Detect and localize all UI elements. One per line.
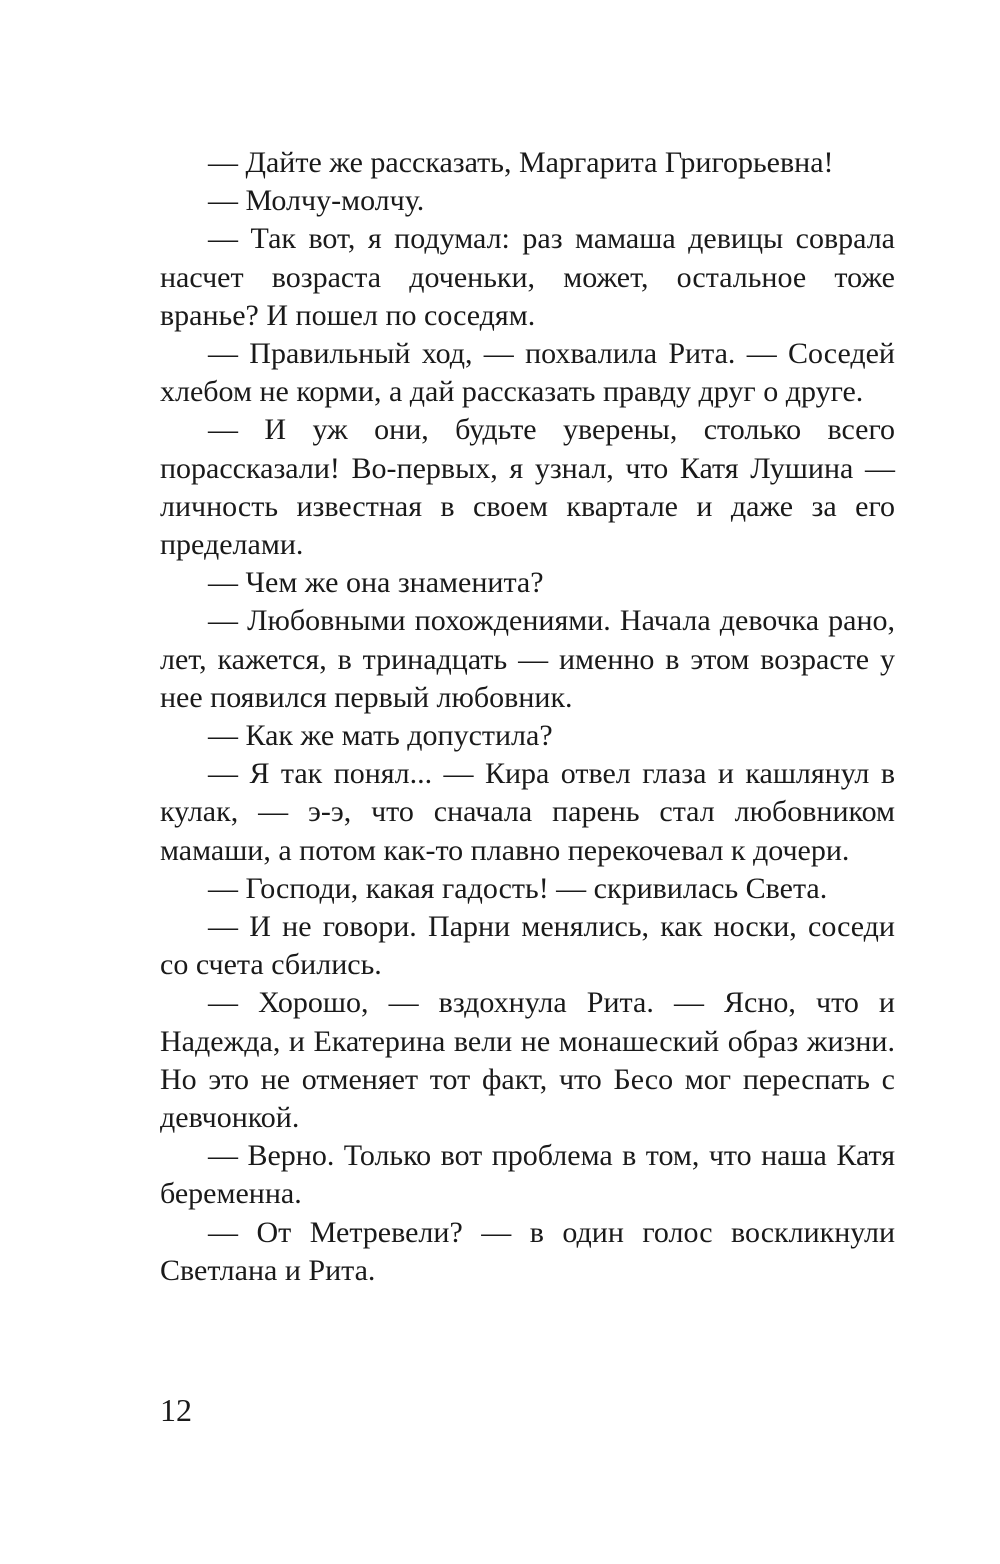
paragraph: — От Метревели? — в один голос воскликнули Светлана и Рита. bbox=[160, 1215, 895, 1287]
paragraph: — Хорошо, — вздохнула Рита. — Ясно, что и Надежда, и Екатерина вели не монашеский образ жизни. Но это не отменяет тот факт, что Бесо мог переспать с девчонкой. bbox=[160, 986, 895, 1135]
paragraph: — Правильный ход, — похвалила Рита. — Соседей хлебом не корми, а дай рассказать правду друг о друге. bbox=[160, 337, 895, 409]
paragraph: — Верно. Только вот проблема в том, что наша Катя беременна. bbox=[160, 1139, 895, 1211]
paragraph: — Дайте же рассказать, Маргарита Григорьевна! bbox=[208, 146, 834, 179]
paragraph: — И не говори. Парни менялись, как носки, соседи со счета сбились. bbox=[160, 910, 895, 982]
body-text bbox=[160, 144, 895, 1290]
paragraph: — Так вот, я подумал: раз мамаша девицы соврала насчет возраста доченьки, может, остальное тоже вранье? И пошел по соседям. bbox=[160, 222, 895, 332]
paragraph: — И уж они, будьте уверены, столько всего порассказали! Во-первых, я узнал, что Катя Лушина — личность известная в своем квартале и даже за его пределами. bbox=[160, 413, 895, 562]
paragraph: — Господи, какая гадость! — скривилась Света. bbox=[208, 871, 828, 905]
page-number: 12 bbox=[160, 1392, 192, 1428]
paragraph: — Я так понял... — Кира отвел глаза и кашлянул в кулак, — э-э, что сначала парень стал любовником мамаши, а потом как-то плавно перекочевал к дочери. bbox=[160, 757, 895, 867]
paragraph: — Как же мать допустила? bbox=[208, 719, 553, 753]
paragraph: — Чем же она знаменита? bbox=[208, 566, 544, 600]
paragraph: — Любовными похождениями. Начала девочка рано, лет, кажется, в тринадцать — именно в этом возрасте у нее появился первый любовник. bbox=[160, 604, 895, 714]
paragraph: — Молчу-молчу. bbox=[208, 184, 425, 218]
